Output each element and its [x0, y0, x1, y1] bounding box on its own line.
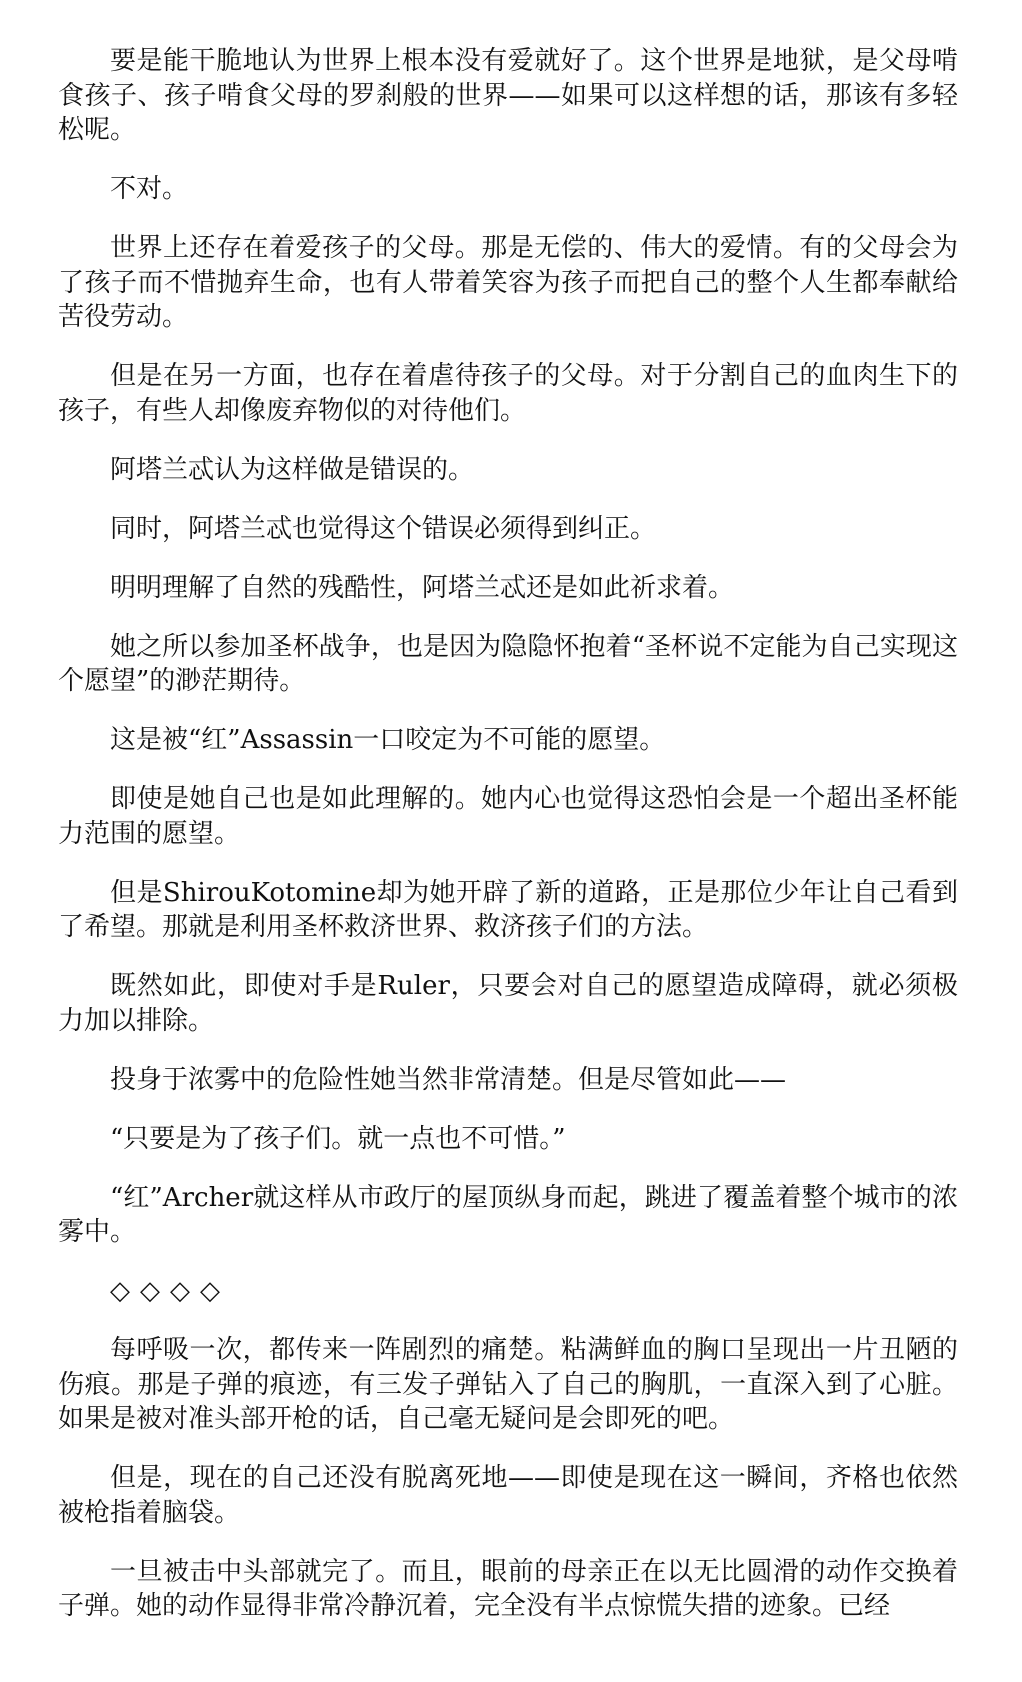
- paragraph-17: 但是，现在的自己还没有脱离死地——即使是现在这一瞬间，齐格也依然被枪指着脑袋。: [58, 1463, 958, 1528]
- paragraph-7: 明明理解了自然的残酷性，阿塔兰忒还是如此祈求着。: [110, 572, 735, 603]
- paragraph-5: 阿塔兰忒认为这样做是错误的。: [110, 454, 475, 485]
- paragraph-9: 这是被“红”Assassin一口咬定为不可能的愿望。: [110, 725, 666, 755]
- paragraph-8: 她之所以参加圣杯战争，也是因为隐隐怀抱着“圣杯说不定能为自己实现这个愿望”的渺茫期待。: [58, 631, 958, 696]
- paragraph-3: 世界上还存在着爱孩子的父母。那是无偿的、伟大的爱情。有的父母会为了孩子而不惜抛弃生命，也有人带着笑容为孩子而把自己的整个人生都奉献给苦役劳动。: [58, 233, 958, 332]
- paragraph-2: 不对。: [110, 174, 189, 204]
- paragraph-14: “只要是为了孩子们。就一点也不可惜。”: [110, 1123, 566, 1154]
- paragraph-1: 要是能干脆地认为世界上根本没有爱就好了。这个世界是地狱，是父母啃食孩子、孩子啃食父母的罗刹般的世界——如果可以这样想的话，那该有多轻松呢。: [58, 46, 958, 145]
- paragraph-10: 即使是她自己也是如此理解的。她内心也觉得这恐怕会是一个超出圣杯能力范围的愿望。: [58, 784, 958, 849]
- paragraph-18: 一旦被击中头部就完了。而且，眼前的母亲正在以无比圆滑的动作交换着子弹。她的动作显得非常冷静沉着，完全没有半点惊慌失措的迹象。已经: [58, 1556, 958, 1621]
- scene-break-separator: ◇◇◇◇: [110, 1276, 230, 1306]
- paragraph-13: 投身于浓雾中的危险性她当然非常清楚。但是尽管如此——: [110, 1064, 787, 1095]
- paragraph-11: 但是ShirouKotomine却为她开辟了新的道路，正是那位少年让自己看到了希望。那就是利用圣杯救济世界、救济孩子们的方法。: [58, 877, 958, 942]
- paragraph-6: 同时，阿塔兰忒也觉得这个错误必须得到纠正。: [110, 513, 657, 544]
- paragraph-12: 既然如此，即使对手是Ruler，只要会对自己的愿望造成障碍，就必须极力加以排除。: [58, 971, 958, 1036]
- paragraph-4: 但是在另一方面，也存在着虐待孩子的父母。对于分割自己的血肉生下的孩子，有些人却像废弃物似的对待他们。: [58, 361, 958, 426]
- paragraph-16: 每呼吸一次，都传来一阵剧烈的痛楚。粘满鲜血的胸口呈现出一片丑陋的伤痕。那是子弹的痕迹，有三发子弹钻入了自己的胸肌，一直深入到了心脏。如果是被对准头部开枪的话，自己毫无疑问是会即死的吧。: [58, 1335, 958, 1434]
- document-page: [58, 44, 958, 1624]
- paragraph-15: “红”Archer就这样从市政厅的屋顶纵身而起，跳进了覆盖着整个城市的浓雾中。: [58, 1182, 958, 1247]
